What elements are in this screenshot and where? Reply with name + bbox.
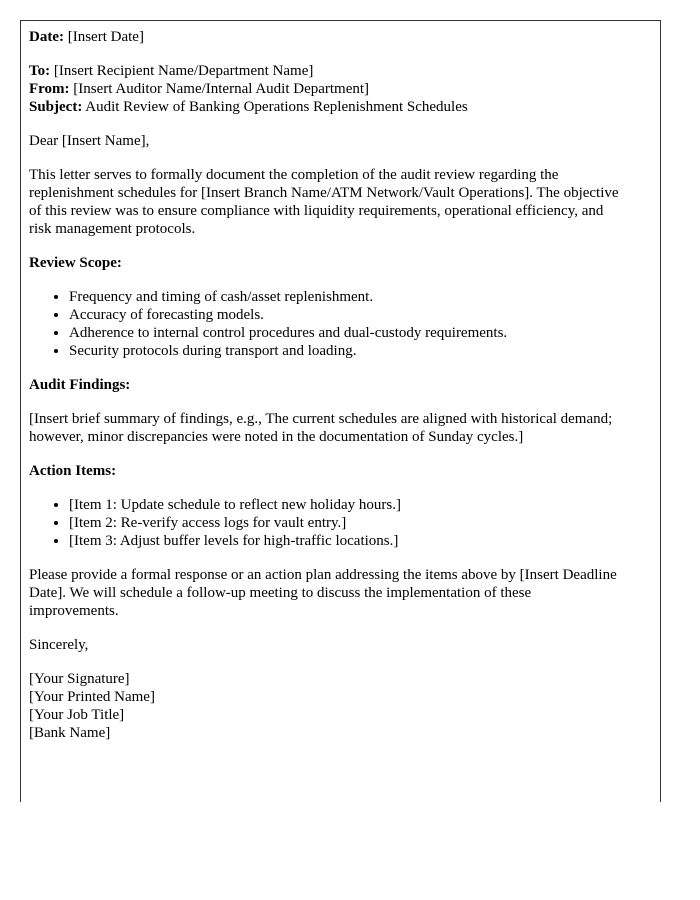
date-value: [Insert Date] bbox=[67, 29, 144, 45]
audit-findings-heading: Audit Findings: bbox=[29, 377, 131, 393]
list-item: • Adherence to internal control procedures and dual-custody requirements. bbox=[69, 324, 619, 342]
audit-findings-text: [Insert brief summary of findings, e.g., The current schedules are aligned with historical demand; however, minor discrepancies were noted in the documentation of Sunday cycles.] bbox=[29, 411, 613, 445]
closing-paragraph: Please provide a formal response or an action plan addressing the items above by [Insert Deadline Date]. We will schedule a follow-up meeting to discuss the implementation of these improvements. bbox=[29, 567, 617, 619]
list-item: • [Item 1: Update schedule to reflect new holiday hours.] bbox=[69, 496, 619, 514]
date-label: Date: bbox=[29, 29, 64, 45]
review-scope-heading: Review Scope: bbox=[29, 255, 122, 271]
list-item: • [Item 2: Re-verify access logs for vault entry.] bbox=[69, 514, 619, 532]
from-value: [Insert Auditor Name/Internal Audit Department] bbox=[73, 81, 370, 97]
date-line bbox=[29, 28, 619, 46]
action-items-list bbox=[29, 496, 619, 550]
bank-name: [Bank Name] bbox=[29, 725, 111, 741]
list-item: • Frequency and timing of cash/asset replenishment. bbox=[69, 288, 619, 306]
from-line bbox=[29, 80, 619, 98]
address-block bbox=[29, 62, 619, 116]
salutation: Dear [Insert Name], bbox=[29, 133, 150, 149]
subject-line bbox=[29, 98, 619, 116]
list-item: • Security protocols during transport and loading. bbox=[69, 342, 619, 360]
letter-body bbox=[29, 28, 619, 742]
from-label: From: bbox=[29, 81, 70, 97]
printed-name: [Your Printed Name] bbox=[29, 689, 155, 705]
signature-block bbox=[29, 670, 619, 742]
to-line bbox=[29, 62, 619, 80]
review-scope-list bbox=[29, 288, 619, 360]
list-item: • Accuracy of forecasting models. bbox=[69, 306, 619, 324]
signature-line: [Your Signature] bbox=[29, 671, 130, 687]
sign-off: Sincerely, bbox=[29, 637, 89, 653]
subject-label: Subject: bbox=[29, 99, 83, 115]
action-items-heading: Action Items: bbox=[29, 463, 117, 479]
intro-paragraph: This letter serves to formally document the completion of the audit review regarding the replenishment schedules for [Insert Branch Name/ATM Network/Vault Operations]. The objective of this review was to ensure compliance with liquidity requirements, operational efficiency, and risk management protocols. bbox=[29, 167, 619, 237]
to-value: [Insert Recipient Name/Department Name] bbox=[53, 63, 314, 79]
subject-value: Audit Review of Banking Operations Replenishment Schedules bbox=[85, 99, 468, 115]
list-item: • [Item 3: Adjust buffer levels for high-traffic locations.] bbox=[69, 532, 619, 550]
job-title: [Your Job Title] bbox=[29, 707, 125, 723]
to-label: To: bbox=[29, 63, 51, 79]
